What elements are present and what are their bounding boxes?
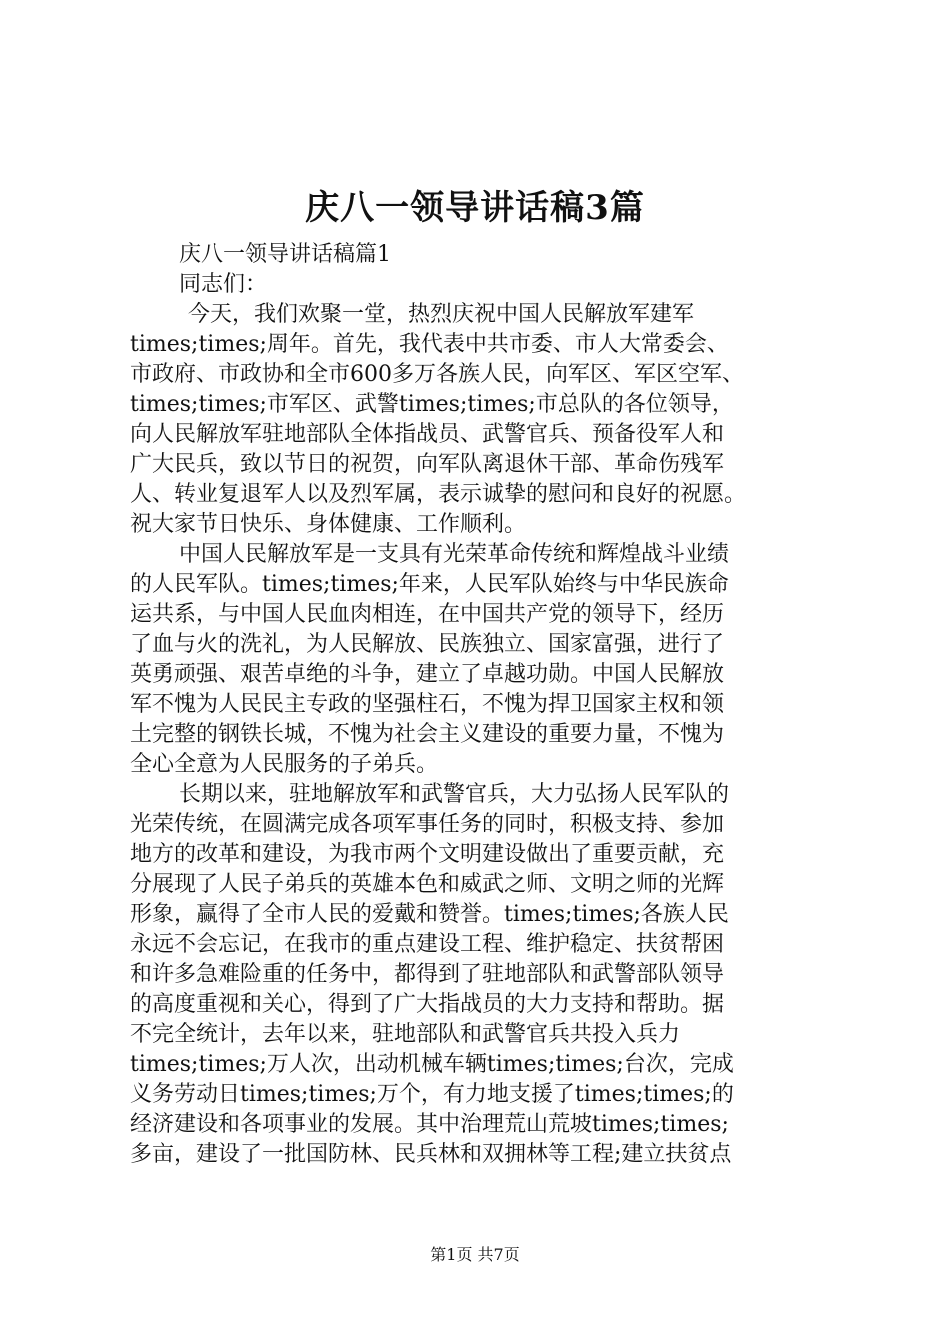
page-footer: 第1页 共7页 bbox=[430, 1245, 520, 1264]
paragraph-line: 形象，赢得了全市人民的爱戴和赞誉。times;times;各族人民 bbox=[130, 902, 729, 927]
paragraph-line: 的高度重视和关心，得到了广大指战员的大力支持和帮助。据 bbox=[130, 992, 725, 1017]
paragraph-line: 光荣传统，在圆满完成各项军事任务的同时，积极支持、参加 bbox=[130, 812, 725, 837]
paragraph-line: 人、转业复退军人以及烈军属，表示诚挚的慰问和良好的祝愿。 bbox=[130, 482, 747, 507]
paragraph-line: 经济建设和各项事业的发展。其中治理荒山荒坡times;times; bbox=[130, 1112, 729, 1137]
paragraph-line: 长期以来，驻地解放军和武警官兵，大力弘扬人民军队的 bbox=[179, 782, 730, 807]
paragraph-line: 了血与火的洗礼，为人民解放、民族独立、国家富强，进行了 bbox=[130, 632, 725, 657]
paragraph-line: 祝大家节日快乐、身体健康、工作顺利。 bbox=[130, 512, 527, 537]
document-body bbox=[130, 240, 830, 1170]
paragraph-line: 今天，我们欢聚一堂，热烈庆祝中国人民解放军建军 bbox=[188, 302, 695, 327]
paragraph-line: 义务劳动日times;times;万个，有力地支援了times;times;的 bbox=[130, 1082, 734, 1107]
paragraph-line: times;times;周年。首先，我代表中共市委、市人大常委会、 bbox=[130, 332, 729, 357]
paragraph-line: 和许多急难险重的任务中，都得到了驻地部队和武警部队领导 bbox=[130, 962, 725, 987]
paragraph-line: 永远不会忘记，在我市的重点建设工程、维护稳定、扶贫帮困 bbox=[130, 932, 725, 957]
paragraph-line: 全心全意为人民服务的子弟兵。 bbox=[130, 752, 439, 777]
document-title: 庆八一领导讲话稿3篇 bbox=[305, 188, 645, 228]
paragraph-line: 多亩，建设了一批国防林、民兵林和双拥林等工程;建立扶贫点 bbox=[130, 1142, 732, 1167]
paragraph-line: 不完全统计，去年以来，驻地部队和武警官兵共投入兵力 bbox=[130, 1022, 681, 1047]
paragraph-line: 的人民军队。times;times;年来，人民军队始终与中华民族命 bbox=[130, 572, 729, 597]
paragraph-line: 市政府、市政协和全市600多万各族人民，向军区、军区空军、 bbox=[130, 362, 744, 387]
paragraph-line: 广大民兵，致以节日的祝贺，向军队离退休干部、革命伤残军 bbox=[130, 452, 725, 477]
paragraph-line: 向人民解放军驻地部队全体指战员、武警官兵、预备役军人和 bbox=[130, 422, 725, 447]
paragraph-line: times;times;万人次，出动机械车辆times;times;台次，完成 bbox=[130, 1052, 734, 1077]
paragraph-line: 土完整的钢铁长城，不愧为社会主义建设的重要力量，不愧为 bbox=[130, 722, 725, 747]
section-heading: 庆八一领导讲话稿篇1 bbox=[179, 242, 391, 267]
paragraph-line: times;times;市军区、武警times;times;市总队的各位领导， bbox=[130, 392, 734, 417]
paragraph-line: 分展现了人民子弟兵的英雄本色和威武之师、文明之师的光辉 bbox=[130, 872, 725, 897]
paragraph-line: 英勇顽强、艰苦卓绝的斗争，建立了卓越功勋。中国人民解放 bbox=[130, 662, 725, 687]
salutation: 同志们： bbox=[179, 272, 268, 297]
paragraph-line: 中国人民解放军是一支具有光荣革命传统和辉煌战斗业绩 bbox=[179, 542, 730, 567]
paragraph-line: 地方的改革和建设，为我市两个文明建设做出了重要贡献，充 bbox=[130, 842, 725, 867]
paragraph-line: 运共系，与中国人民血肉相连，在中国共产党的领导下，经历 bbox=[130, 602, 725, 627]
paragraph-line: 军不愧为人民民主专政的坚强柱石，不愧为捍卫国家主权和领 bbox=[130, 692, 725, 717]
